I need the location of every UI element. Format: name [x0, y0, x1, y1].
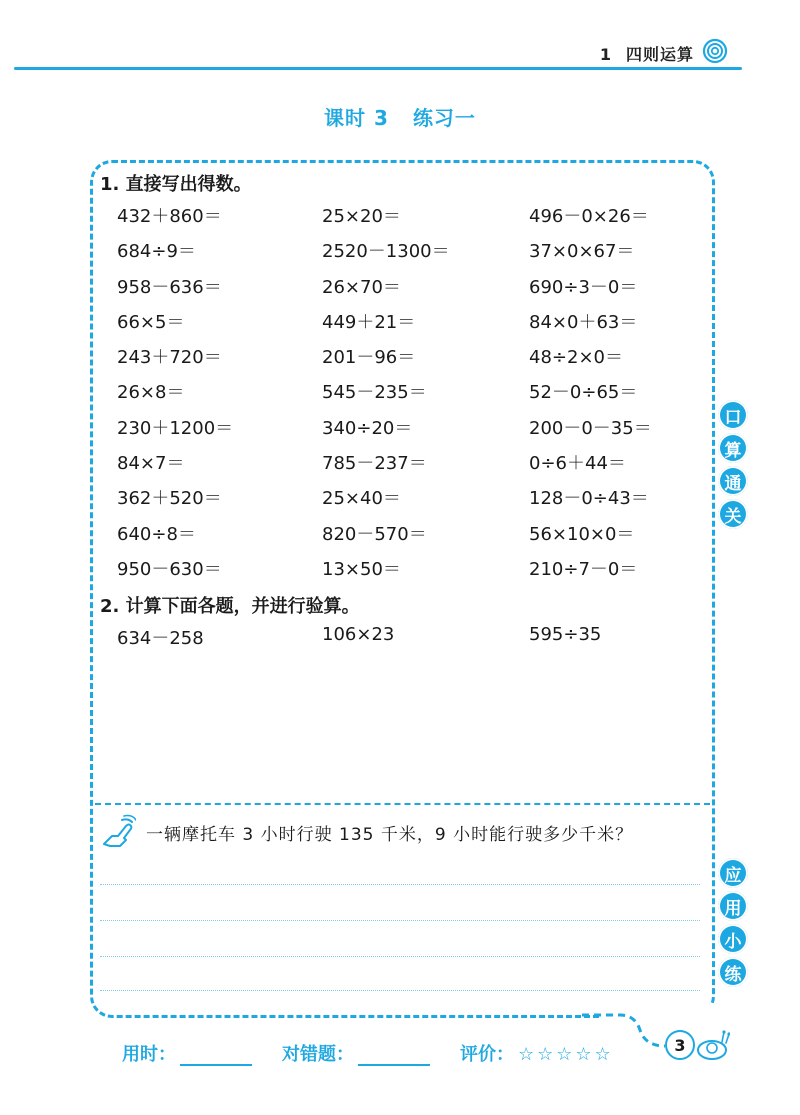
chapter-number: 1: [599, 45, 612, 64]
calc-problem: 362＋520＝: [117, 488, 222, 510]
page-number: 3: [665, 1030, 695, 1060]
calc-problem: 26×8＝: [117, 382, 185, 404]
verify-problem: 634－258: [117, 628, 204, 649]
answer-line: [100, 884, 700, 885]
calc-problem: 340÷20＝: [322, 417, 413, 439]
calc-problem: 13×50＝: [322, 558, 401, 580]
calc-problem: 785－237＝: [322, 453, 427, 475]
calc-problem: 25×40＝: [322, 488, 401, 510]
page-header: [0, 36, 800, 76]
calc-row: [117, 480, 677, 515]
calc-row: [117, 516, 677, 551]
calc-row: [117, 269, 677, 304]
calc-problem: 950－630＝: [117, 558, 222, 580]
rating-stars[interactable]: ☆☆☆☆☆: [518, 1044, 614, 1065]
correct-blank[interactable]: [358, 1048, 430, 1066]
application-question: 一辆摩托车 3 小时行驶 135 千米，9 小时能行驶多少千米？: [146, 825, 634, 845]
calc-problem: 958－636＝: [117, 276, 222, 298]
answer-line: [100, 920, 700, 921]
calc-row: [117, 233, 677, 268]
calc-problem: 2520－1300＝: [322, 241, 450, 263]
section1-title: 1. 直接写出得数。: [100, 174, 252, 195]
calc-row: [117, 445, 677, 480]
header-rule: [14, 67, 742, 70]
answer-line: [100, 956, 700, 957]
calc-problem: 66×5＝: [117, 311, 185, 333]
correct-field: [282, 1040, 430, 1066]
side-tab-char: 口: [718, 400, 748, 430]
rating-field: [460, 1040, 614, 1066]
calc-problem: 201－96＝: [322, 347, 416, 369]
spiral-icon: [702, 38, 728, 64]
lesson-name: 练习一: [412, 106, 476, 130]
calc-problem: 128－0÷43＝: [529, 488, 649, 510]
calc-problem: 432＋860＝: [117, 206, 222, 227]
answer-line: [100, 990, 700, 991]
calc-problem: 52－0÷65＝: [529, 382, 638, 404]
side-tab-char: 小: [718, 924, 748, 954]
snail-icon: [694, 1026, 730, 1062]
side-tab-oral: [718, 400, 748, 532]
pointing-hand-icon: [100, 814, 136, 850]
calc-problem: 690÷3－0＝: [529, 276, 638, 298]
calc-row: [117, 410, 677, 445]
verify-problem: 595÷35: [529, 624, 602, 645]
side-tab-char: 用: [718, 891, 748, 921]
calc-problem: 210÷7－0＝: [529, 558, 638, 580]
calc-problem: 496－0×26＝: [529, 206, 649, 227]
calc-problem: 0÷6＋44＝: [529, 453, 626, 475]
time-field: [122, 1040, 252, 1066]
calc-row: [117, 551, 677, 586]
side-tab-char: 算: [718, 433, 748, 463]
verify-problems: [117, 624, 677, 654]
calc-problem: 37×0×67＝: [529, 241, 635, 263]
section-divider: [95, 803, 710, 805]
rating-label: 评价：: [460, 1044, 514, 1065]
calc-problem: 200－0－35＝: [529, 417, 652, 439]
side-tab-char: 关: [718, 499, 748, 529]
lesson-label: 课时 3: [324, 106, 389, 130]
time-label: 用时：: [122, 1044, 176, 1065]
calc-problem: 684÷9＝: [117, 241, 196, 263]
side-tab-char: 练: [718, 957, 748, 987]
calc-row: [117, 339, 677, 374]
oral-calc-grid: [117, 198, 677, 586]
calc-row: [117, 198, 677, 233]
chapter-label: [600, 42, 694, 65]
calc-problem: 56×10×0＝: [529, 523, 635, 545]
calc-problem: 84×7＝: [117, 453, 185, 475]
calc-problem: 243＋720＝: [117, 347, 222, 369]
calc-problem: 25×20＝: [322, 206, 401, 227]
calc-problem: 640÷8＝: [117, 523, 196, 545]
side-tab-char: 应: [718, 858, 748, 888]
side-tab-apply: [718, 858, 748, 990]
calc-problem: 26×70＝: [322, 276, 401, 298]
section2-title: 2. 计算下面各题，并进行验算。: [100, 596, 360, 617]
verify-problem: 106×23: [322, 624, 395, 645]
calc-problem: 48÷2×0＝: [529, 347, 623, 369]
correct-label: 对错题：: [282, 1044, 354, 1065]
calc-row: [117, 304, 677, 339]
calc-problem: 820－570＝: [322, 523, 427, 545]
time-blank[interactable]: [180, 1048, 252, 1066]
calc-problem: 449＋21＝: [322, 311, 416, 333]
calc-row: [117, 374, 677, 409]
chapter-title: 四则运算: [625, 45, 694, 64]
lesson-title: [0, 102, 800, 131]
calc-problem: 230＋1200＝: [117, 417, 234, 439]
calc-problem: 84×0＋63＝: [529, 311, 638, 333]
side-tab-char: 通: [718, 466, 748, 496]
calc-problem: 545－235＝: [322, 382, 427, 404]
